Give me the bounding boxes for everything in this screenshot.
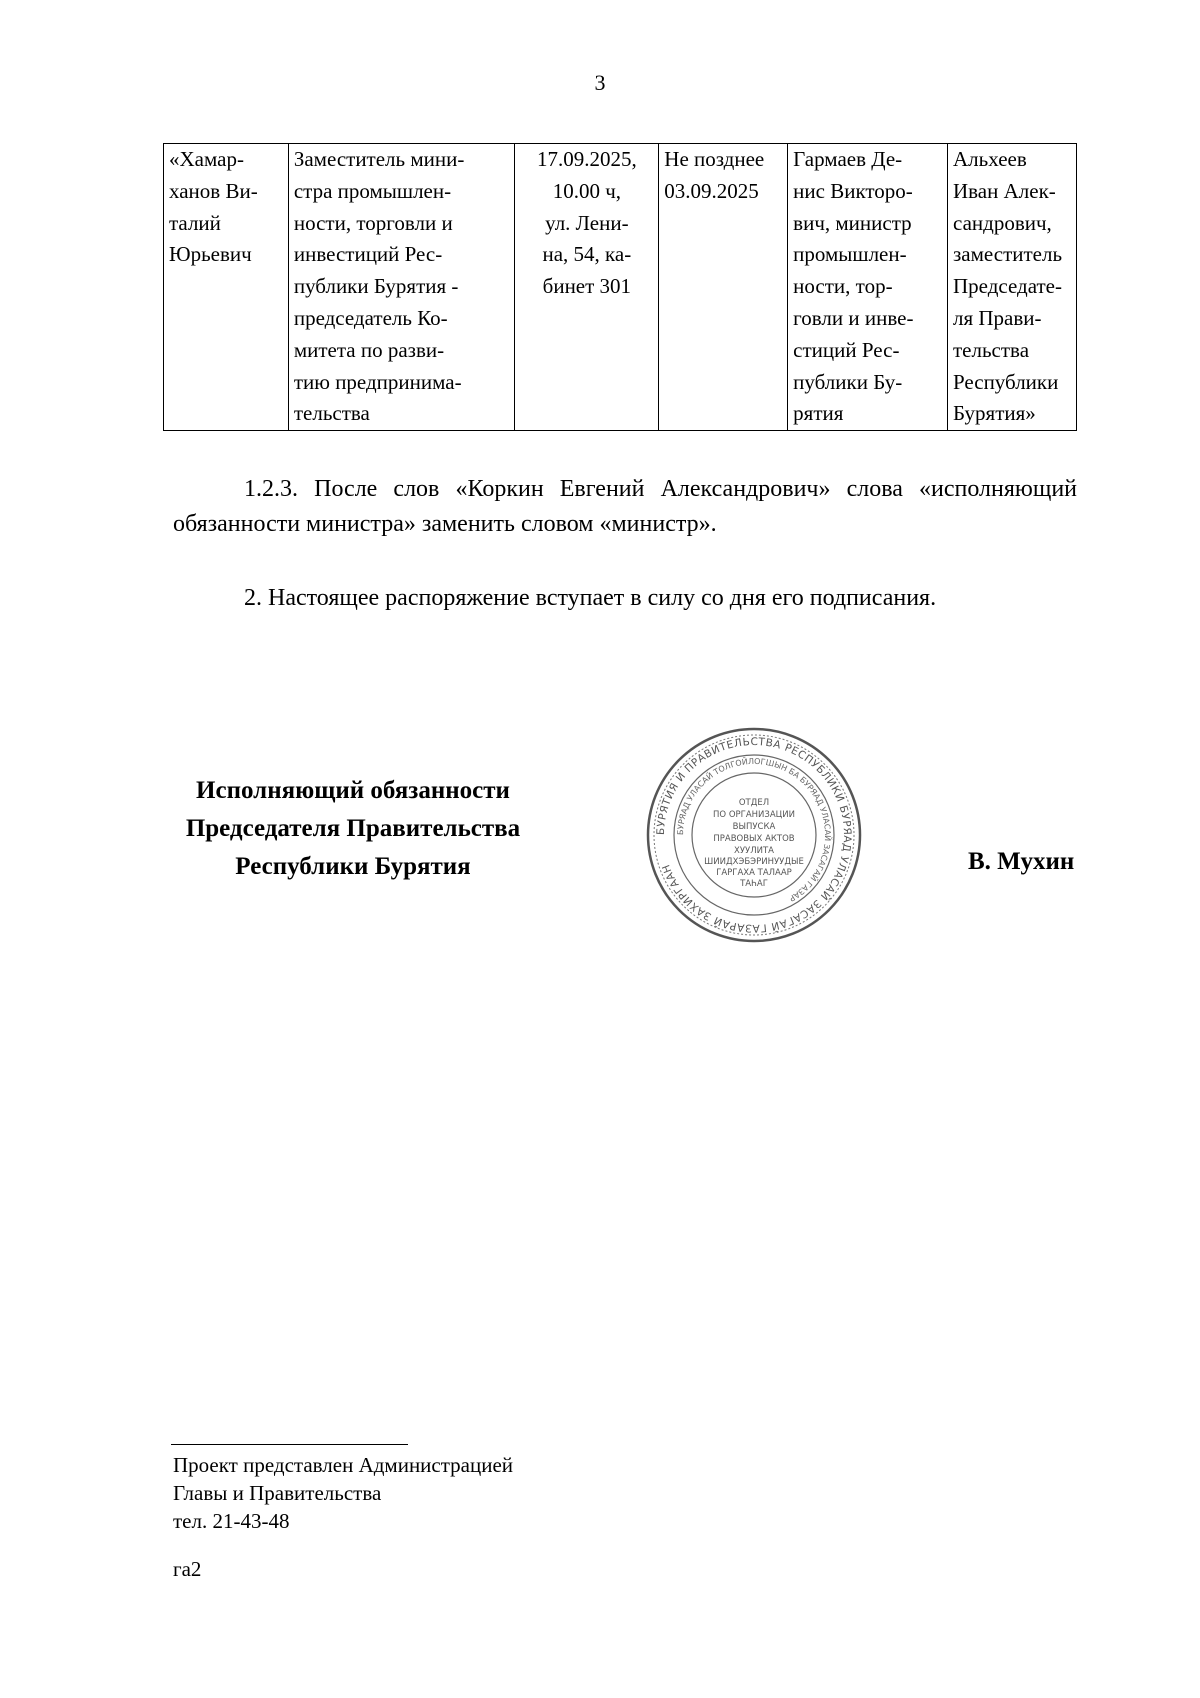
page-number: 3 [594,70,606,95]
paragraph-2: 2. Настоящее распоряжение вступает в силу со дня его подписания. [244,585,937,611]
meeting-table [163,143,1077,431]
footnote-divider [171,1444,408,1445]
table-cell [788,144,948,431]
footnote-line: Проект представлен Администрацией [173,1453,514,1477]
signatory-title [158,772,548,886]
seal-inner-text: БУРЯАД УЛАСАЙ ТОЛГОЙЛОГШЫН БА БУРЯАД УЛАСАЙ ЗАСАГАЙ ГАЗАР [675,756,833,903]
cell-text: Гармаев Де- нис Викторо- вич, министр промышлен- ности, тор- говли и инве- стиций Рес- публики Бу- рятия [793,147,914,426]
paragraph-1-2-3: 1.2.3. После слов «Коркин Евгений Александрович» слова «исполняющий обязанности министра» заменить словом «министр». [173,476,1077,537]
seal-center-line: ПРАВОВЫХ АКТОВ [713,834,795,844]
seal-outer-text: БУРЯТИЯ И ПРАВИТЕЛЬСТВА РЕСПУБЛИКИ БУРЯАД УЛАСАЙ ЗАСАГАЙ ГАЗАРАЙ ЗАХИРГААН [654,735,854,935]
table-cell [164,144,289,431]
table-cell [948,144,1077,431]
signatory-title-line: Республики Бурятия [235,853,471,880]
table-cell [515,144,659,431]
cell-text: 17.09.2025, 10.00 ч, ул. Лени- на, 54, ка- бинет 301 [536,147,637,299]
footnote-line: Главы и Правительства [173,1481,382,1505]
seal-center-line: ХУУЛИТА [734,846,774,856]
official-seal [645,726,863,944]
table-cell [288,144,515,431]
seal-graphic [645,726,863,944]
seal-center-line: ШИИДХЭБЭРИНУУДЫЕ [704,857,804,867]
cell-text: Альхеев Иван Алек- сандрович, заместитель Председате- ля Прави- тельства Республики Бурятия» [953,147,1063,426]
seal-center-line: ГАРГАХА ТАЛААР [716,868,792,878]
seal-center-line: ПО ОРГАНИЗАЦИИ [713,810,795,820]
seal-center-line: ВЫПУСКА [732,822,776,832]
signatory-name: В. Мухин [968,848,1075,875]
signatory-title-line: Председателя Правительства [185,815,521,842]
table-row [164,144,1077,431]
footnote-line: тел. 21-43-48 [173,1509,290,1533]
table-cell [659,144,788,431]
document-code: га2 [173,1557,202,1581]
cell-text: «Хамар- ханов Ви- талий Юрьевич [169,147,258,267]
signatory-title-line: Исполняющий обязанности [196,777,510,804]
seal-center-line: ОТДЕЛ [738,798,770,808]
seal-center-line: ТАҺАГ [740,879,768,889]
cell-text: Заместитель мини- стра промышлен- ности, торговли и инвестиций Рес- публики Бурятия - председатель Ко- митета по разви- тию предпринима- тельства [293,147,465,426]
footnote [173,1451,513,1535]
cell-text: Не позднее 03.09.2025 [664,147,765,203]
